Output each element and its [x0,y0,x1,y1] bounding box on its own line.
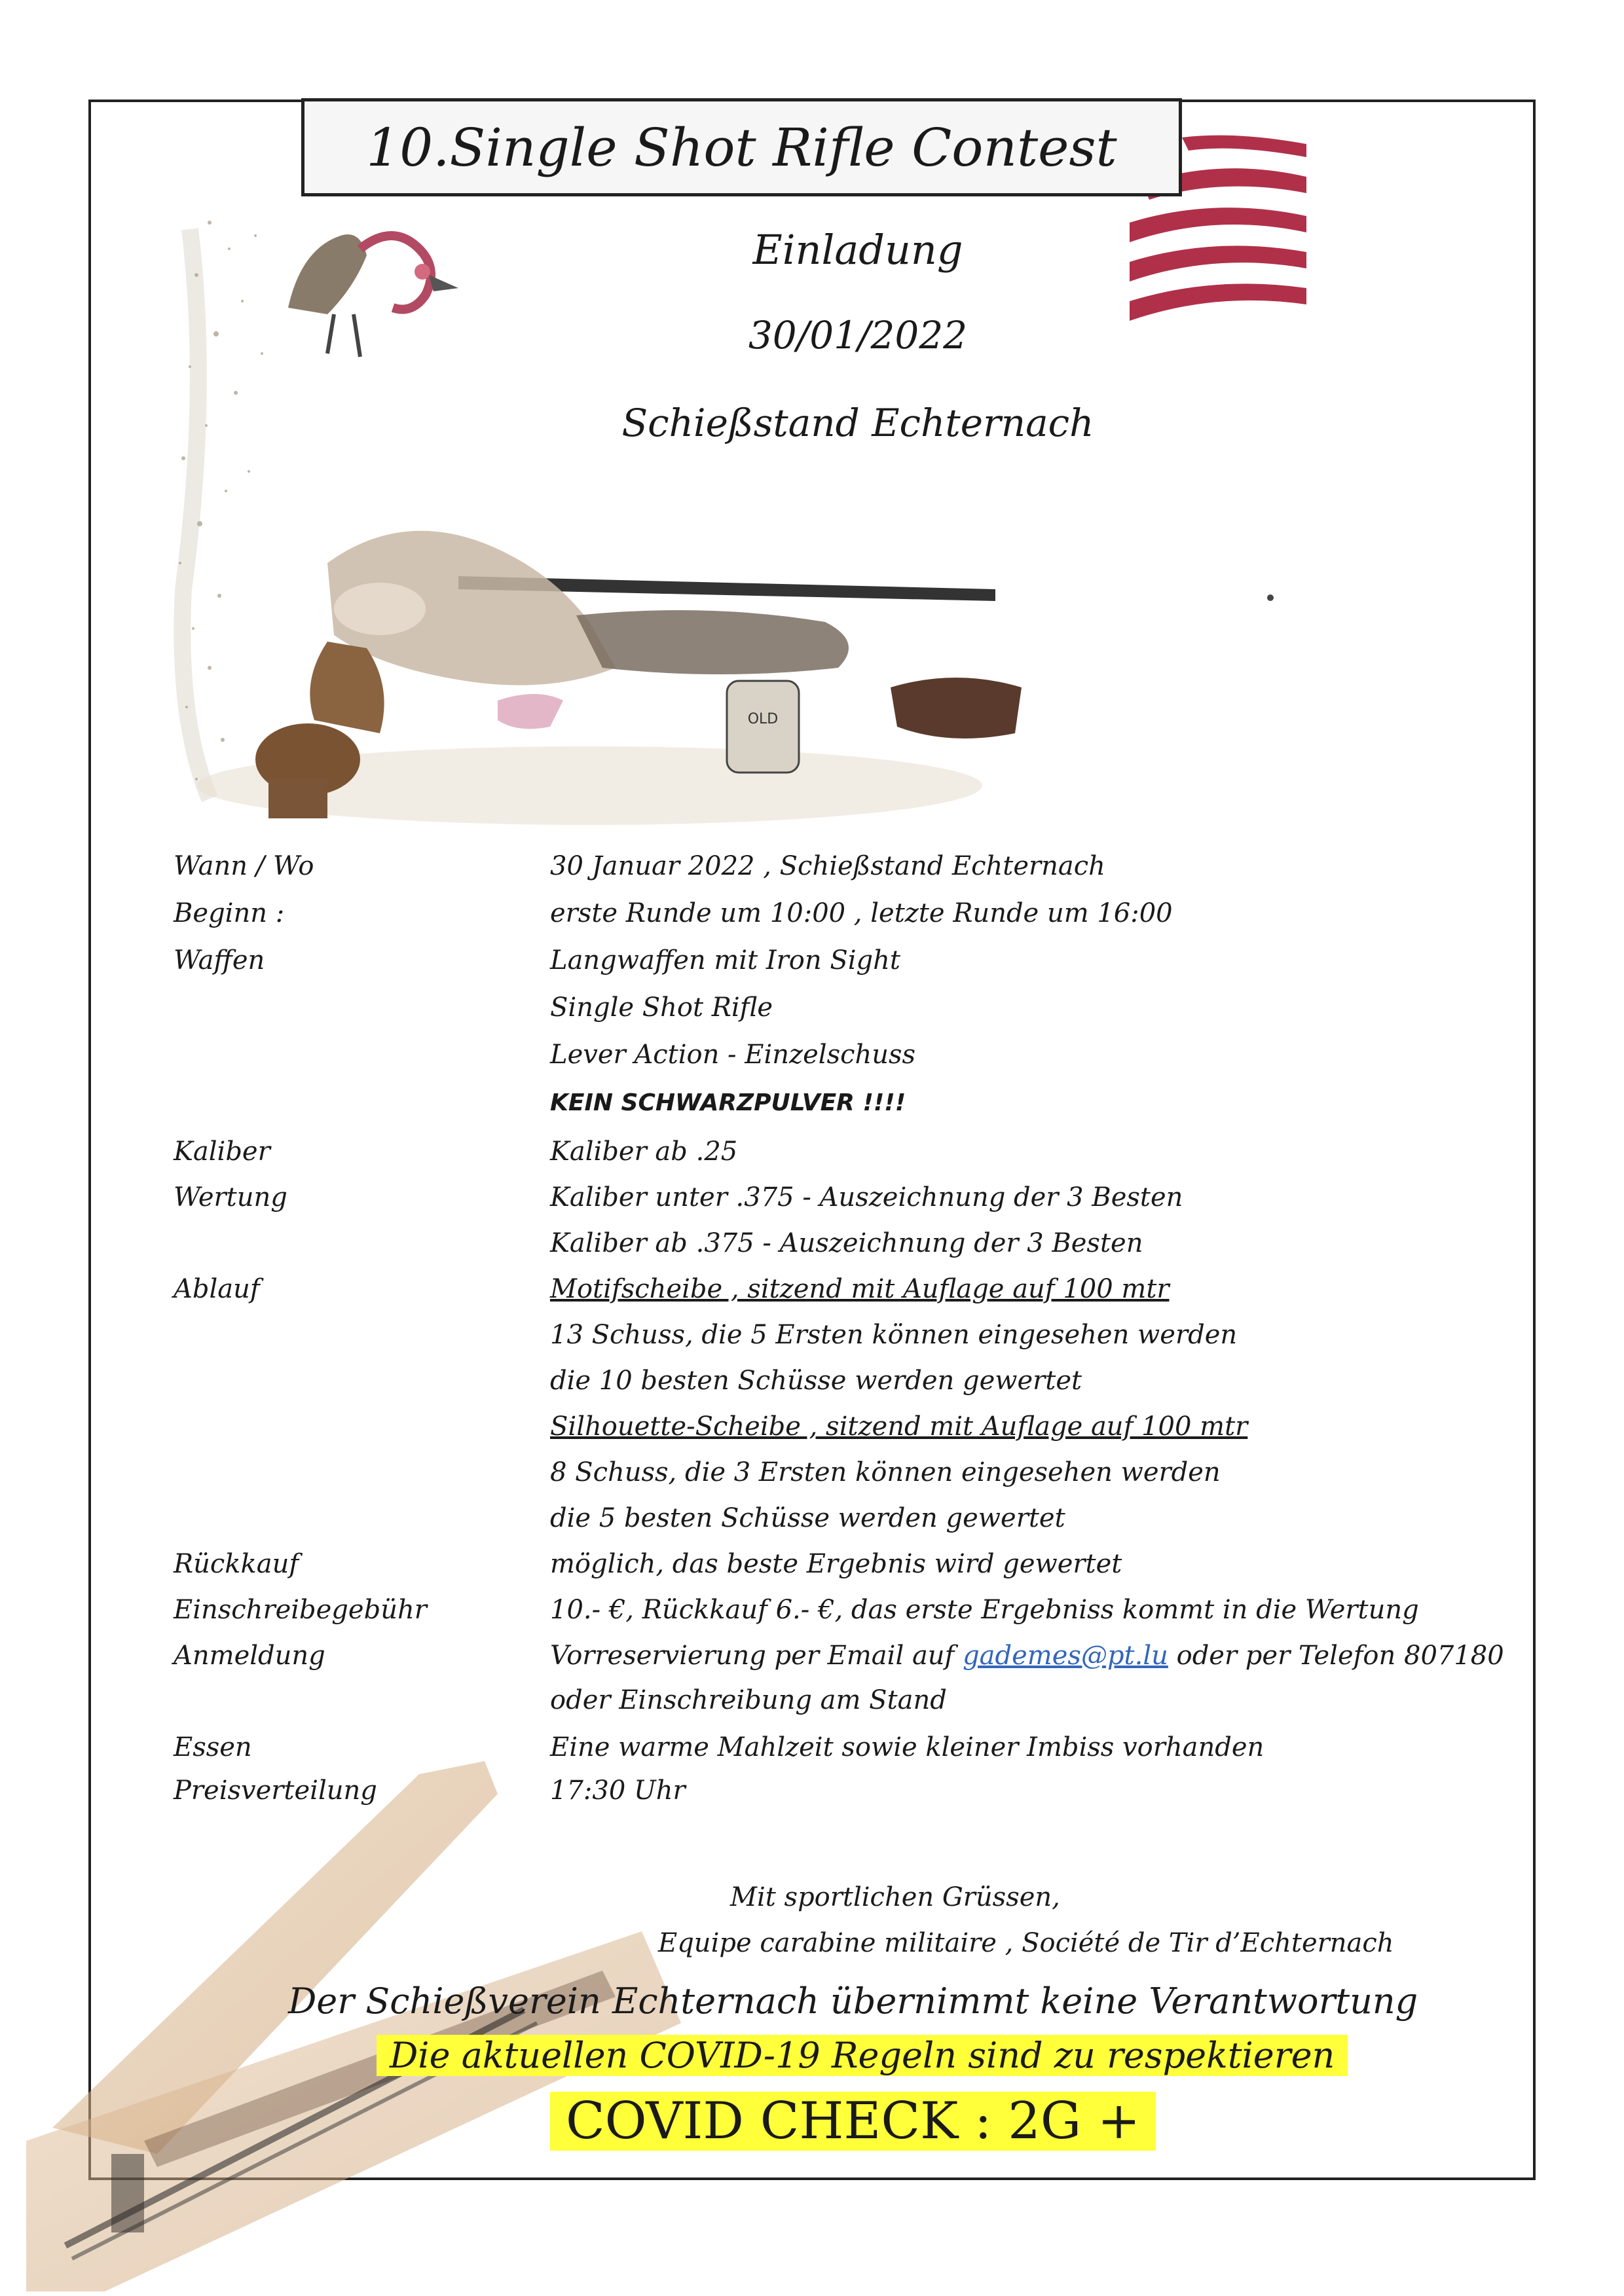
value-gebuehr: 10.- €, Rückkauf 6.- €, das erste Ergebniss kommt in die Wertung [550,1595,1419,1625]
anmeldung-suffix: oder per Telefon 807180 [1168,1641,1504,1671]
invitation-heading: Einladung [752,226,963,274]
value-anmeldung [550,1641,1504,1671]
label-beginn: Beginn : [174,898,285,928]
email-link[interactable]: gademes@pt.lu [963,1641,1168,1671]
value-wann: 30 Januar 2022 , Schießstand Echternach [550,851,1105,881]
event-date: 30/01/2022 [748,313,968,357]
value-wertung-2: Kaliber ab .375 - Auszeichnung der 3 Besten [550,1228,1143,1258]
label-wertung: Wertung [174,1182,287,1212]
value-wertung-1: Kaliber unter .375 - Auszeichnung der 3 Besten [550,1182,1183,1212]
ablauf-silhouette-line-2: die 5 besten Schüsse werden gewertet [550,1503,1065,1533]
value-waffen-3: Lever Action - Einzelschuss [550,1040,916,1070]
value-waffen-2: Single Shot Rifle [550,993,773,1023]
label-wann: Wann / Wo [174,851,314,881]
covid-rules-notice: Die aktuellen COVID-19 Regeln sind zu respektieren [377,2035,1348,2076]
value-essen: Eine warme Mahlzeit sowie kleiner Imbiss vorhanden [550,1732,1264,1762]
shooter-illustration [183,471,1080,838]
event-place: Schießstand Echternach [621,401,1094,445]
label-gebuehr: Einschreibegebühr [174,1595,427,1625]
warning-no-blackpowder: KEIN SCHWARZPULVER !!!! [550,1089,906,1116]
liability-disclaimer: Der Schießverein Echternach übernimmt keine Verantwortung [288,1980,1418,2022]
value-waffen-1: Langwaffen mit Iron Sight [550,945,900,975]
svg-text:OLD: OLD [747,711,779,727]
label-kaliber: Kaliber [174,1137,270,1167]
anmeldung-prefix: Vorreservierung per Email auf [550,1641,963,1671]
speck-mark [1267,594,1274,601]
ablauf-silhouette-line-1: 8 Schuss, die 3 Ersten können eingesehen werden [550,1457,1221,1487]
label-anmeldung: Anmeldung [174,1641,325,1671]
value-beginn: erste Runde um 10:00 , letzte Runde um 16:00 [550,898,1173,928]
label-ablauf: Ablauf [174,1274,260,1304]
equipe-signature: Equipe carabine militaire , Société de Tir d’Echternach [658,1928,1394,1958]
value-preisverteilung: 17:30 Uhr [550,1776,686,1806]
label-preisverteilung: Preisverteilung [174,1776,377,1806]
label-waffen: Waffen [174,945,265,975]
covid-check-notice: COVID CHECK : 2G + [550,2092,1156,2151]
label-essen: Essen [174,1732,252,1762]
ablauf-motif-line-2: die 10 besten Schüsse werden gewertet [550,1366,1082,1396]
value-anmeldung-line-2: oder Einschreibung am Stand [550,1685,947,1715]
value-kaliber: Kaliber ab .25 [550,1137,738,1167]
greeting: Mit sportlichen Grüssen, [730,1882,1060,1912]
ablauf-heading-motif: Motifscheibe , sitzend mit Auflage auf 100 mtr [550,1274,1170,1304]
label-rueckkauf: Rückkauf [174,1549,299,1579]
value-rueckkauf: möglich, das beste Ergebnis wird gewertet [550,1549,1122,1579]
ablauf-motif-line-1: 13 Schuss, die 5 Ersten können eingesehen werden [550,1320,1238,1350]
contest-title: 10.Single Shot Rifle Contest [301,98,1182,196]
ablauf-heading-silhouette: Silhouette-Scheibe , sitzend mit Auflage auf 100 mtr [550,1412,1248,1442]
